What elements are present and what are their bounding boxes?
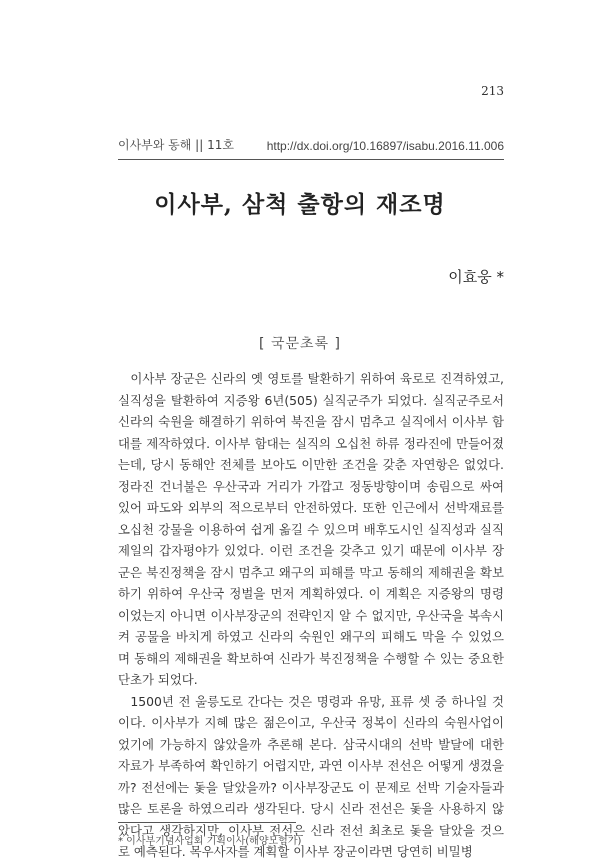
paper-title: 이사부, 삼척 출항의 재조명 (154, 191, 446, 218)
abstract-body (118, 368, 504, 863)
doi-link[interactable]: http://dx.doi.org/10.16897/isabu.2016.11.006 (266, 139, 504, 153)
abstract-paragraph: 1500년 전 울릉도로 간다는 것은 명령과 유망, 표류 셋 중 하나일 것이다. 이사부가 지혜 많은 젊은이고, 우산국 정복이 신라의 숙원사업이었기에 가능하지 않았을까 추론해 본다. 삼국시대의 선박 발달에 대한 자료가 부족하여 확인하기 어렵지만, 과연 이사부 전선은 어떻게 생겼을까? 전선에는 돛을 달았을까? 이사부장군도 이 문제로 선박 기술자들과 많은 토론을 하였으리라 생각된다. 당시 신라 전선은 돛을 사용하지 않았다고 생각하지만, 이사부 전선은 신라 전선 최초로 돛을 달았을 것으로 예측된다. 목우사자를 계획할 이사부 장군이라면 당연히 비밀병 (118, 693, 504, 859)
running-header (118, 136, 504, 160)
journal-name: 이사부와 동해 || 11호 (118, 138, 234, 152)
author-name: 이효웅 * (448, 268, 504, 286)
abstract-paragraph: 이사부 장군은 신라의 옛 영토를 탈환하기 위하여 육로로 진격하였고, 실직성을 탈환하여 지증왕 6년(505) 실직군주가 되었다. 실직군주로서 신라의 숙원을 해결하기 위하여 북진을 잠시 멈추고 실직에서 이사부 함대를 제작하였다. 이사부 함대는 실직의 오십천 하류 정라진에 만들어졌는데, 당시 동해안 전체를 보아도 이만한 조건을 갖춘 자연항은 없었다. 정라진 건너불은 우산국과 거리가 가깝고 정동방향이며 송림으로 싸여있어 파도와 외부의 적으로부터 안전하였다. 또한 인근에서 선박재료를 오십천 강물을 이용하여 쉽게 옮길 수 있으며 배후도시인 실직성과 실직 제일의 갑자평야가 있었다. 이런 조건을 갖추고 있기 때문에 이사부 장군은 북진정책을 잠시 멈추고 왜구의 피해를 막고 동해의 제해권을 확보하기 위하여 우산국 정벌을 먼저 계획하였다. 이 계획은 지증왕의 명령이었는지 아니면 이사부장군의 전략인지 알 수 없지만, 우산국을 복속시켜 공물을 바치게 하였고 신라의 숙원인 왜구의 피해도 막을 수 있었으며 동해의 제해권을 확보하여 신라가 북진정책을 수행할 수 있는 중요한 단초가 되었다. (118, 371, 504, 687)
footnote-divider (118, 822, 296, 823)
page-number: 213 (481, 84, 504, 98)
abstract-heading: [ 국문초록 ] (259, 336, 341, 352)
footnote: * 이사부기념사업회 기획이사(해양모험가) (118, 836, 302, 847)
